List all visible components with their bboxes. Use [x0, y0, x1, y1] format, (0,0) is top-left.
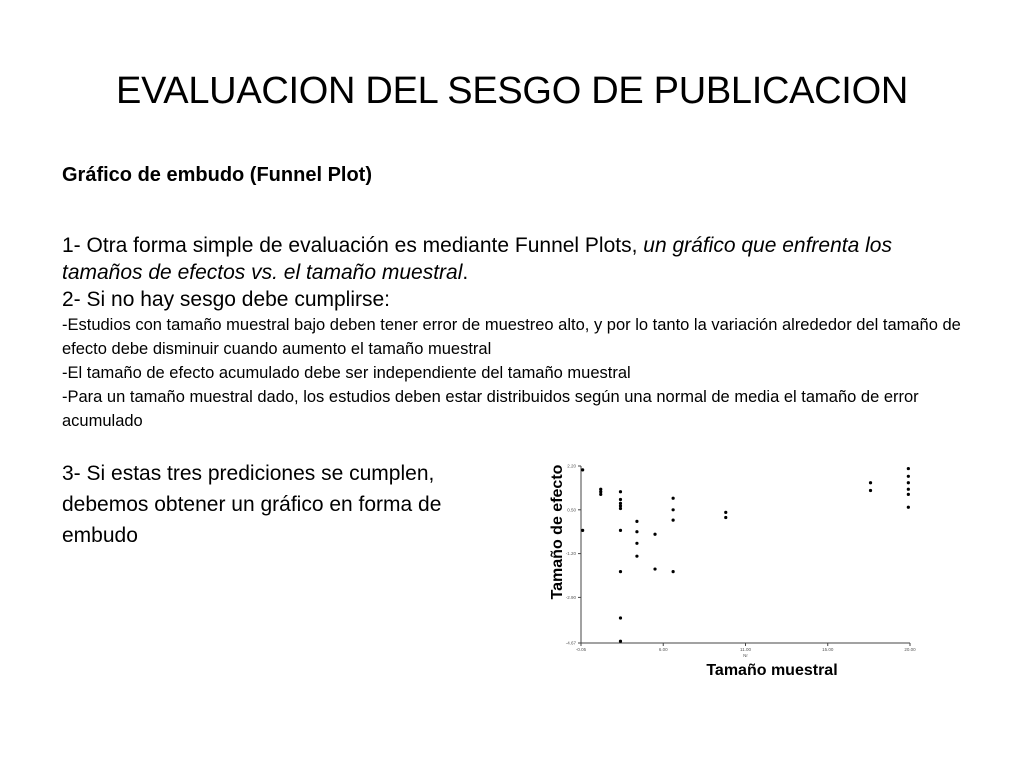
- x-tick-label: 6.00: [658, 647, 668, 652]
- data-point: [907, 488, 910, 491]
- data-point: [619, 640, 622, 643]
- paragraph-1: [62, 232, 962, 286]
- x-tick-label: 11.00: [740, 647, 751, 652]
- data-point: [635, 542, 638, 545]
- funnel-plot-svg: [540, 448, 940, 688]
- paragraph-2: 2- Si no hay sesgo debe cumplirse:: [62, 288, 391, 311]
- x-tick-label: -0.05: [575, 647, 587, 652]
- y-axis-label: Tamaño de efecto: [549, 464, 566, 600]
- bullet-3: -Para un tamaño muestral dado, los estudios deben estar distribuidos según una normal de media el tamaño de error acumulado: [62, 388, 919, 430]
- y-tick-label: -4.67: [565, 640, 576, 646]
- data-point: [635, 555, 638, 558]
- data-point: [724, 516, 727, 519]
- data-point: [907, 493, 910, 496]
- x-axis-label: Tamaño muestral: [706, 662, 838, 679]
- data-point: [619, 490, 622, 493]
- slide-title: EVALUACION DEL SESGO DE PUBLICACION: [116, 70, 908, 112]
- data-point: [635, 520, 638, 523]
- data-point: [581, 529, 584, 532]
- data-point: [653, 533, 656, 536]
- data-point: [672, 570, 675, 573]
- paragraph-1-end: .: [462, 261, 469, 284]
- paragraph-1-lead: 1- Otra forma simple de evaluación es mediante Funnel Plots,: [62, 234, 644, 257]
- x-tick-label: 20.00: [904, 647, 916, 652]
- data-point: [635, 530, 638, 533]
- data-point: [672, 508, 675, 511]
- data-point: [907, 467, 910, 470]
- slide-body: [62, 232, 962, 433]
- data-point: [653, 567, 656, 570]
- y-tick-label: 0.50: [567, 507, 576, 513]
- bullet-2: -El tamaño de efecto acumulado debe ser independiente del tamaño muestral: [62, 364, 631, 382]
- y-tick-label: 2.20: [567, 463, 576, 469]
- x-axis-small-note: Nr: [743, 653, 748, 658]
- data-point: [619, 498, 622, 501]
- y-tick-label: -2.90: [565, 594, 576, 600]
- data-point: [619, 570, 622, 573]
- data-point: [907, 481, 910, 484]
- data-point: [869, 481, 872, 484]
- data-point: [907, 506, 910, 509]
- data-point: [619, 529, 622, 532]
- data-point: [581, 468, 584, 471]
- slide-subtitle: Gráfico de embudo (Funnel Plot): [62, 164, 372, 186]
- data-point: [599, 493, 602, 496]
- data-point: [907, 475, 910, 478]
- data-point: [869, 489, 872, 492]
- data-point: [619, 507, 622, 510]
- data-point: [672, 497, 675, 500]
- x-tick-label: 15.00: [822, 647, 834, 652]
- bullet-1: -Estudios con tamaño muestral bajo deben tener error de muestreo alto, y por lo tanto la variación alrededor del tamaño de efecto debe disminuir cuando aumento el tamaño muestral: [62, 316, 961, 358]
- data-point: [672, 519, 675, 522]
- funnel-plot: [540, 448, 940, 688]
- paragraph-1-italic: un gráfico que enfrenta los tamaños de efectos vs. el tamaño muestral: [62, 234, 892, 284]
- data-point: [619, 616, 622, 619]
- paragraph-3: 3- Si estas tres prediciones se cumplen, debemos obtener un gráfico en forma de embudo: [62, 462, 442, 547]
- data-point: [724, 511, 727, 514]
- y-tick-label: -1.20: [565, 551, 576, 557]
